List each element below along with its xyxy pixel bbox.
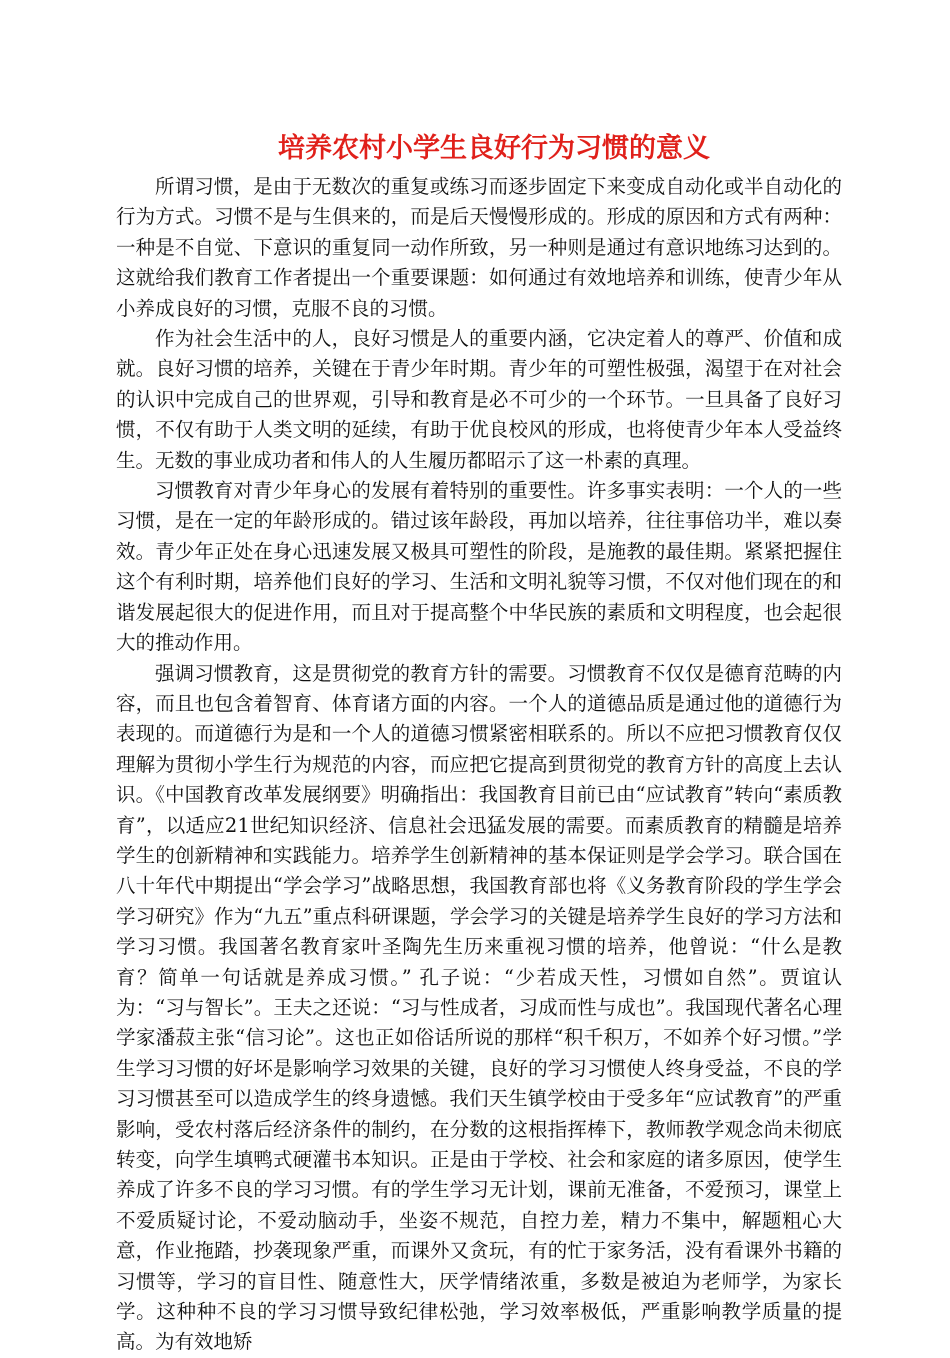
paragraph-3: 习惯教育对青少年身心的发展有着特别的重要性。许多事实表明：一个人的一些习惯，是在一定的年龄形成的。错过该年龄段，再加以培养，往往事倍功半，难以奏效。青少年正处在身心迅速发展又极具可塑性的阶段，是施教的最佳期。紧紧把握住这个有利时期，培养他们良好的学习、生活和文明礼貌等习惯，不仅对他们现在的和谐发展起很大的促进作用，而且对于提高整个中华民族的素质和文明程度，也会起很大的推动作用。	[116, 479, 842, 655]
paragraph-1: 所谓习惯，是由于无数次的重复或练习而逐步固定下来变成自动化或半自动化的行为方式。习惯不是与生俱来的，而是后天慢慢形成的。形成的原因和方式有两种：一种是不自觉、下意识的重复同一动作所致，另一种则是通过有意识地练习达到的。这就给我们教育工作者提出一个重要课题：如何通过有效地培养和训练，使青少年从小养成良好的习惯，克服不良的习惯。	[116, 175, 842, 320]
paragraph-2: 作为社会生活中的人，良好习惯是人的重要内涵，它决定着人的尊严、价值和成就。良好习惯的培养，关键在于青少年时期。青少年的可塑性极强，渴望于在对社会的认识中完成自己的世界观，引导和教育是必不可少的一个环节。一旦具备了良好习惯，不仅有助于人类文明的延续，有助于优良校风的形成，也将使青少年本人受益终生。无数的事业成功者和伟人的人生履历都昭示了这一朴素的真理。	[116, 327, 842, 472]
paragraph-4: 强调习惯教育，这是贯彻党的教育方针的需要。习惯教育不仅仅是德育范畴的内容，而且也包含着智育、体育诸方面的内容。一个人的道德品质是通过他的道德行为表现的。而道德行为是和一个人的道德习惯紧密相联系的。所以不应把习惯教育仅仅理解为贯彻小学生行为规范的内容，而应把它提高到贯彻党的教育方针的高度上去认识。《中国教育改革发展纲要》明确指出：我国教育目前已由“应试教育”转向“素质教育”，以适应21世纪知识经济、信息社会迅猛发展的需要。而素质教育的精髓是培养学生的创新精神和实践能力。培养学生创新精神的基本保证则是学会学习。联合国在八十年代中期提出“学会学习”战略思想，我国教育部也将《义务教育阶段的学生学会学习研究》作为“九五”重点科研课题，学会学习的关键是培养学生良好的学习方法和学习习惯。我国著名教育家叶圣陶先生历来重视习惯的培养，他曾说：“什么是教育？简单一句话就是养成习惯。” 孔子说：“少若成天性，习惯如自然”。贾谊认为：“习与智长”。王夫之还说：“习与性成者，习成而性与成也”。我国现代著名心理学家潘菽主张“信习论”。这也正如俗话所说的那样“积千积万，不如养个好习惯。”学生学习习惯的好坏是影响学习效果的关键，良好的学习习惯使人终身受益，不良的学习习惯甚至可以造成学生的终身遗憾。我们天生镇学校由于受多年“应试教育”的严重影响，受农村落后经济条件的制约，在分数的这根指挥棒下，教师教学观念尚未彻底转变，向学生填鸭式硬灌书本知识。正是由于学校、社会和家庭的诸多原因，使学生养成了许多不良的学习习惯。有的学生学习无计划，课前无准备，不爱预习，课堂上不爱质疑讨论，不爱动脑动手，坐姿不规范，自控力差，精力不集中，解题粗心大意，作业拖踏，抄袭现象严重，而课外又贪玩，有的忙于家务活，没有看课外书籍的习惯等，学习的盲目性、随意性大，厌学情绪浓重，多数是被迫为老师学，为家长学。这种种不良的学习习惯导致纪律松弛，学习效率极低，严重影响教学质量的提高。为有效地矫	[116, 661, 842, 1354]
document-page	[116, 128, 842, 1358]
document-title: 培养农村小学生良好行为习惯的意义	[278, 133, 710, 164]
